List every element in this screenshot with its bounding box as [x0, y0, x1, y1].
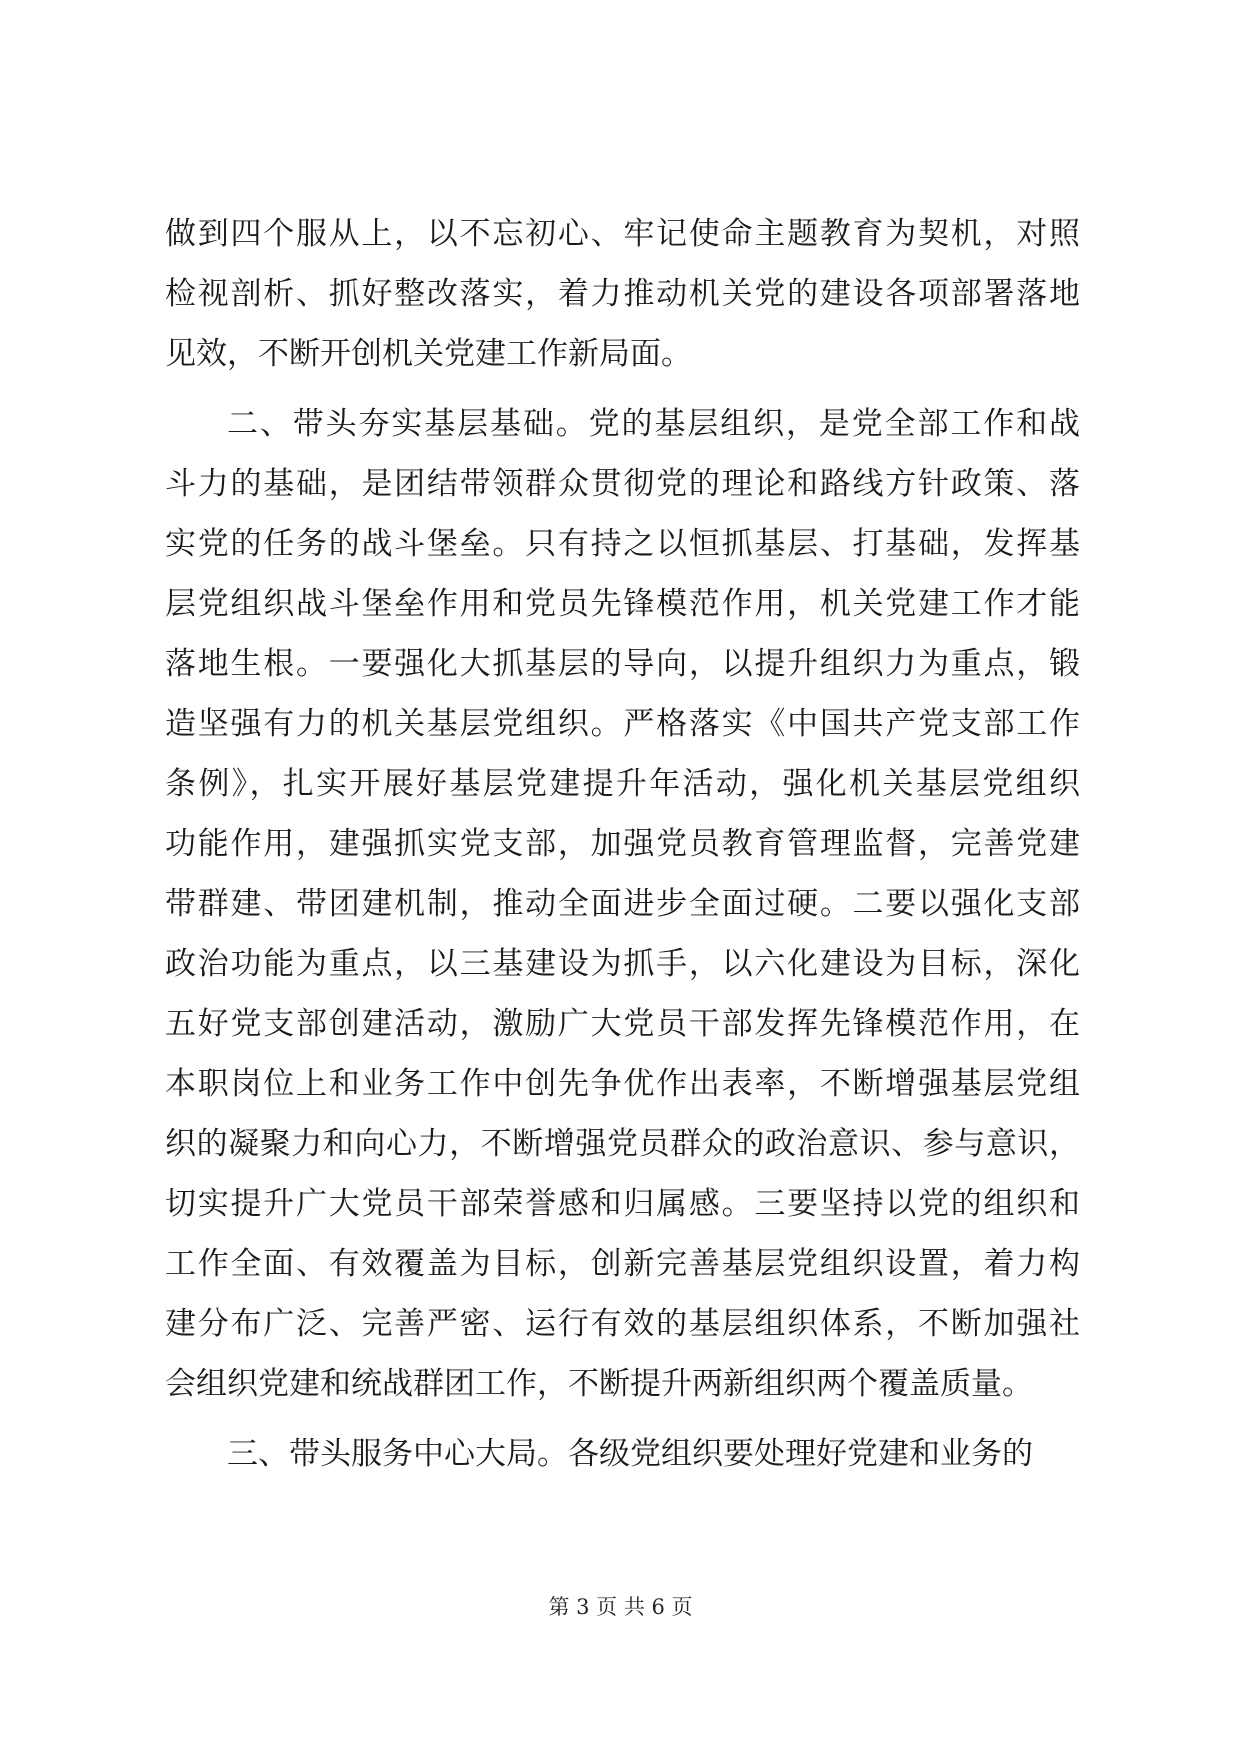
paragraph-3: [165, 1424, 1080, 1484]
paragraph-2: [165, 394, 1080, 1414]
paragraph-continued: [165, 204, 1080, 384]
page-number-label: 第 3 页 共 6 页: [548, 1595, 693, 1619]
text-line: 实党的任务的战斗堡垒。只有持之以恒抓基层、打基础，发挥基: [165, 526, 1080, 562]
text-line: 落地生根。一要强化大抓基层的导向，以提升组织力为重点，锻: [165, 646, 1080, 682]
text-line: 做到四个服从上，以不忘初心、牢记使命主题教育为契机，对照: [165, 216, 1080, 252]
text-line: 层党组织战斗堡垒作用和党员先锋模范作用，机关党建工作才能: [165, 586, 1080, 622]
text-line: 政治功能为重点，以三基建设为抓手，以六化建设为目标，深化: [165, 946, 1080, 982]
text-line: 五好党支部创建活动，激励广大党员干部发挥先锋模范作用，在: [165, 1006, 1080, 1042]
text-line: 建分布广泛、完善严密、运行有效的基层组织体系，不断加强社: [165, 1306, 1080, 1342]
text-line: 二、带头夯实基层基础。党的基层组织，是党全部工作和战: [227, 406, 1080, 442]
text-line: 功能作用，建强抓实党支部，加强党员教育管理监督，完善党建: [165, 826, 1080, 862]
page-footer: [0, 1592, 1241, 1622]
document-body: [165, 204, 1080, 1484]
text-line: 会组织党建和统战群团工作，不断提升两新组织两个覆盖质量。: [165, 1366, 1033, 1402]
text-line: 织的凝聚力和向心力，不断增强党员群众的政治意识、参与意识，: [165, 1126, 1080, 1162]
text-line: 本职岗位上和业务工作中创先争优作出表率，不断增强基层党组: [165, 1066, 1080, 1102]
text-line: 三、带头服务中心大局。各级党组织要处理好党建和业务的: [227, 1436, 1033, 1472]
text-line: 造坚强有力的机关基层党组织。严格落实《中国共产党支部工作: [165, 706, 1080, 742]
text-line: 工作全面、有效覆盖为目标，创新完善基层党组织设置，着力构: [165, 1246, 1080, 1282]
text-line: 见效，不断开创机关党建工作新局面。: [165, 336, 692, 372]
text-line: 条例》，扎实开展好基层党建提升年活动，强化机关基层党组织: [165, 766, 1080, 802]
text-line: 带群建、带团建机制，推动全面进步全面过硬。二要以强化支部: [165, 886, 1080, 922]
text-line: 斗力的基础，是团结带领群众贯彻党的理论和路线方针政策、落: [165, 466, 1080, 502]
text-line: 检视剖析、抓好整改落实，着力推动机关党的建设各项部署落地: [165, 276, 1080, 312]
text-line: 切实提升广大党员干部荣誉感和归属感。三要坚持以党的组织和: [165, 1186, 1080, 1222]
